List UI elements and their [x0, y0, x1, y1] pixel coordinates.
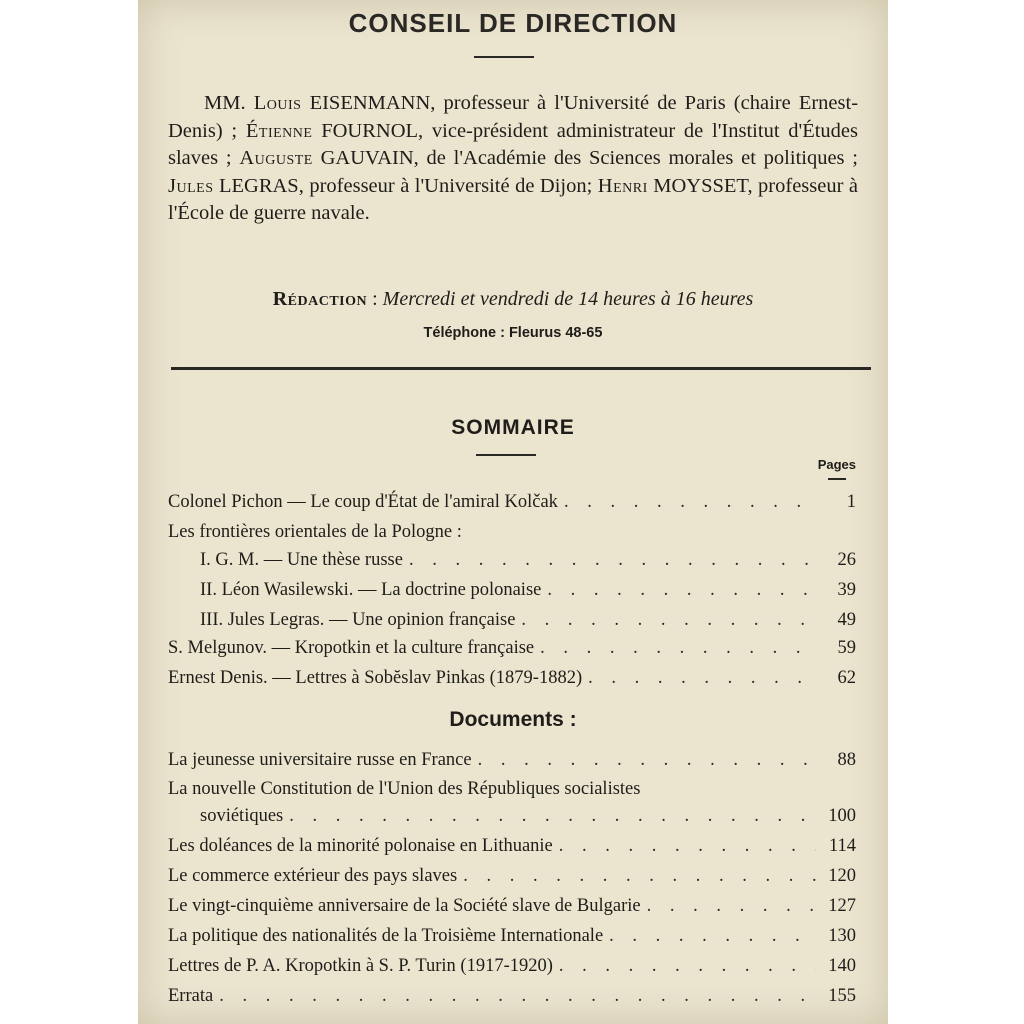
- toc-entry-text: La jeunesse universitaire russe en France: [168, 750, 472, 770]
- member-1-last: EISENMANN: [309, 92, 431, 114]
- toc-row: [168, 894, 856, 918]
- member-3-last: GAUVAIN: [320, 147, 414, 169]
- toc-row: [200, 548, 856, 572]
- member-5-role: , professeur à l'École de guerre navale.: [168, 174, 859, 224]
- leader-dots: [609, 924, 816, 948]
- pages-rule: [828, 478, 846, 480]
- leader-dots: [564, 490, 816, 514]
- toc-entry-page: 130: [828, 926, 856, 946]
- member-5-last: MOYSSET: [653, 174, 748, 197]
- toc-row: [168, 748, 856, 772]
- member-4-role: , professeur à l'Université de Dijon;: [298, 174, 593, 197]
- leader-dots: [478, 748, 816, 772]
- toc-row: [168, 984, 856, 1008]
- toc-row: [168, 924, 856, 948]
- member-4-first: Jules: [168, 174, 214, 197]
- conseil-members: [168, 90, 858, 228]
- redaction-line: [138, 288, 888, 311]
- title-rule: [474, 56, 534, 58]
- leader-dots: [521, 608, 816, 632]
- redaction-label: Rédaction: [272, 288, 368, 310]
- toc-entry-text: Ernest Denis. — Lettres à Sobĕslav Pinkas (1879-1882): [168, 668, 583, 688]
- toc-entry-text: Le vingt-cinquième anniversaire de la Société slave de Bulgarie: [168, 896, 641, 916]
- toc-entry-page: 88: [837, 750, 856, 770]
- member-1-role: , professeur à l'Université de Paris (chaire Ernest-Denis) ;: [168, 92, 859, 142]
- toc-entry-page: 62: [837, 668, 856, 688]
- toc-row: [168, 864, 856, 888]
- leader-dots: [547, 578, 816, 602]
- sommaire-title: SOMMAIRE: [451, 416, 575, 439]
- leader-dots: [559, 834, 816, 858]
- toc-row: Les frontières orientales de la Pologne :: [168, 522, 462, 542]
- toc-entry-page: 140: [828, 956, 856, 976]
- member-5-first: Henri: [597, 174, 648, 197]
- toc-row: [168, 636, 856, 660]
- member-4-last: LEGRAS: [218, 174, 299, 197]
- toc-entry-text: S. Melgunov. — Kropotkin et la culture française: [168, 638, 535, 658]
- leader-dots: [559, 954, 816, 978]
- toc-row: [168, 490, 856, 514]
- toc-entry-page: 114: [828, 836, 856, 856]
- sommaire-rule: [476, 454, 536, 456]
- toc-entry-text: Errata: [168, 986, 214, 1006]
- toc-entry-text: Colonel Pichon — Le coup d'État de l'amiral Kolčak: [168, 492, 558, 512]
- documents-title: Documents :: [449, 708, 577, 731]
- toc-entry-page: 100: [828, 806, 856, 826]
- toc-entry-page: 155: [828, 986, 856, 1006]
- toc-entry-page: 59: [837, 638, 856, 658]
- member-2-role: , vice-président administrateur de l'Institut d'Études slaves ;: [168, 119, 859, 169]
- toc-entry-page: 127: [828, 896, 856, 916]
- toc-row: [168, 834, 856, 858]
- redaction-hours: Mercredi et vendredi de 14 heures à 16 heures: [382, 288, 754, 310]
- toc-entry-page: 49: [837, 610, 856, 630]
- pages-label: Pages: [817, 457, 856, 472]
- telephone-line: Téléphone : Fleurus 48-65: [423, 325, 603, 341]
- toc-row: [168, 954, 856, 978]
- toc-entry-page: 39: [837, 580, 856, 600]
- toc-entry-text: III. Jules Legras. — Une opinion française: [200, 610, 516, 630]
- leader-dots: [289, 804, 816, 828]
- member-2-first: Étienne: [245, 119, 313, 142]
- toc-row: [200, 804, 856, 828]
- member-1-first: Louis: [253, 92, 302, 114]
- toc-entry-text: II. Léon Wasilewski. — La doctrine polonaise: [200, 580, 542, 600]
- toc-row: [200, 578, 856, 602]
- leader-dots: [647, 894, 816, 918]
- leader-dots: [540, 636, 816, 660]
- conseil-title: CONSEIL DE DIRECTION: [348, 8, 678, 38]
- toc-entry-text: La politique des nationalités de la Troisième Internationale: [168, 926, 604, 946]
- toc-entry-text: Lettres de P. A. Kropotkin à S. P. Turin (1917-1920): [168, 956, 553, 976]
- toc-row: La nouvelle Constitution de l'Union des Républiques socialistes: [168, 779, 641, 799]
- leader-dots: [588, 666, 816, 690]
- section-divider: [171, 367, 871, 370]
- member-3-first: Auguste: [239, 147, 313, 169]
- redaction-sep: :: [367, 288, 383, 310]
- member-3-role: , de l'Académie des Sciences morales et politiques ;: [413, 147, 858, 169]
- toc-entry-text: I. G. M. — Une thèse russe: [200, 550, 403, 570]
- leader-dots: [409, 548, 816, 572]
- toc-entry-page: 26: [837, 550, 856, 570]
- toc-entry-text: Le commerce extérieur des pays slaves: [168, 866, 458, 886]
- leader-dots: [219, 984, 816, 1008]
- mm-label: MM.: [204, 92, 246, 114]
- toc-entry-page: 120: [828, 866, 856, 886]
- document-page: [138, 0, 888, 1024]
- toc-entry-text: soviétiques: [200, 806, 284, 826]
- toc-entry-page: 1: [846, 492, 856, 512]
- toc-entry-text: Les doléances de la minorité polonaise en Lithuanie: [168, 836, 553, 856]
- toc-row: [168, 666, 856, 690]
- toc-row: [200, 608, 856, 632]
- leader-dots: [463, 864, 816, 888]
- member-2-last: FOURNOL: [321, 119, 419, 142]
